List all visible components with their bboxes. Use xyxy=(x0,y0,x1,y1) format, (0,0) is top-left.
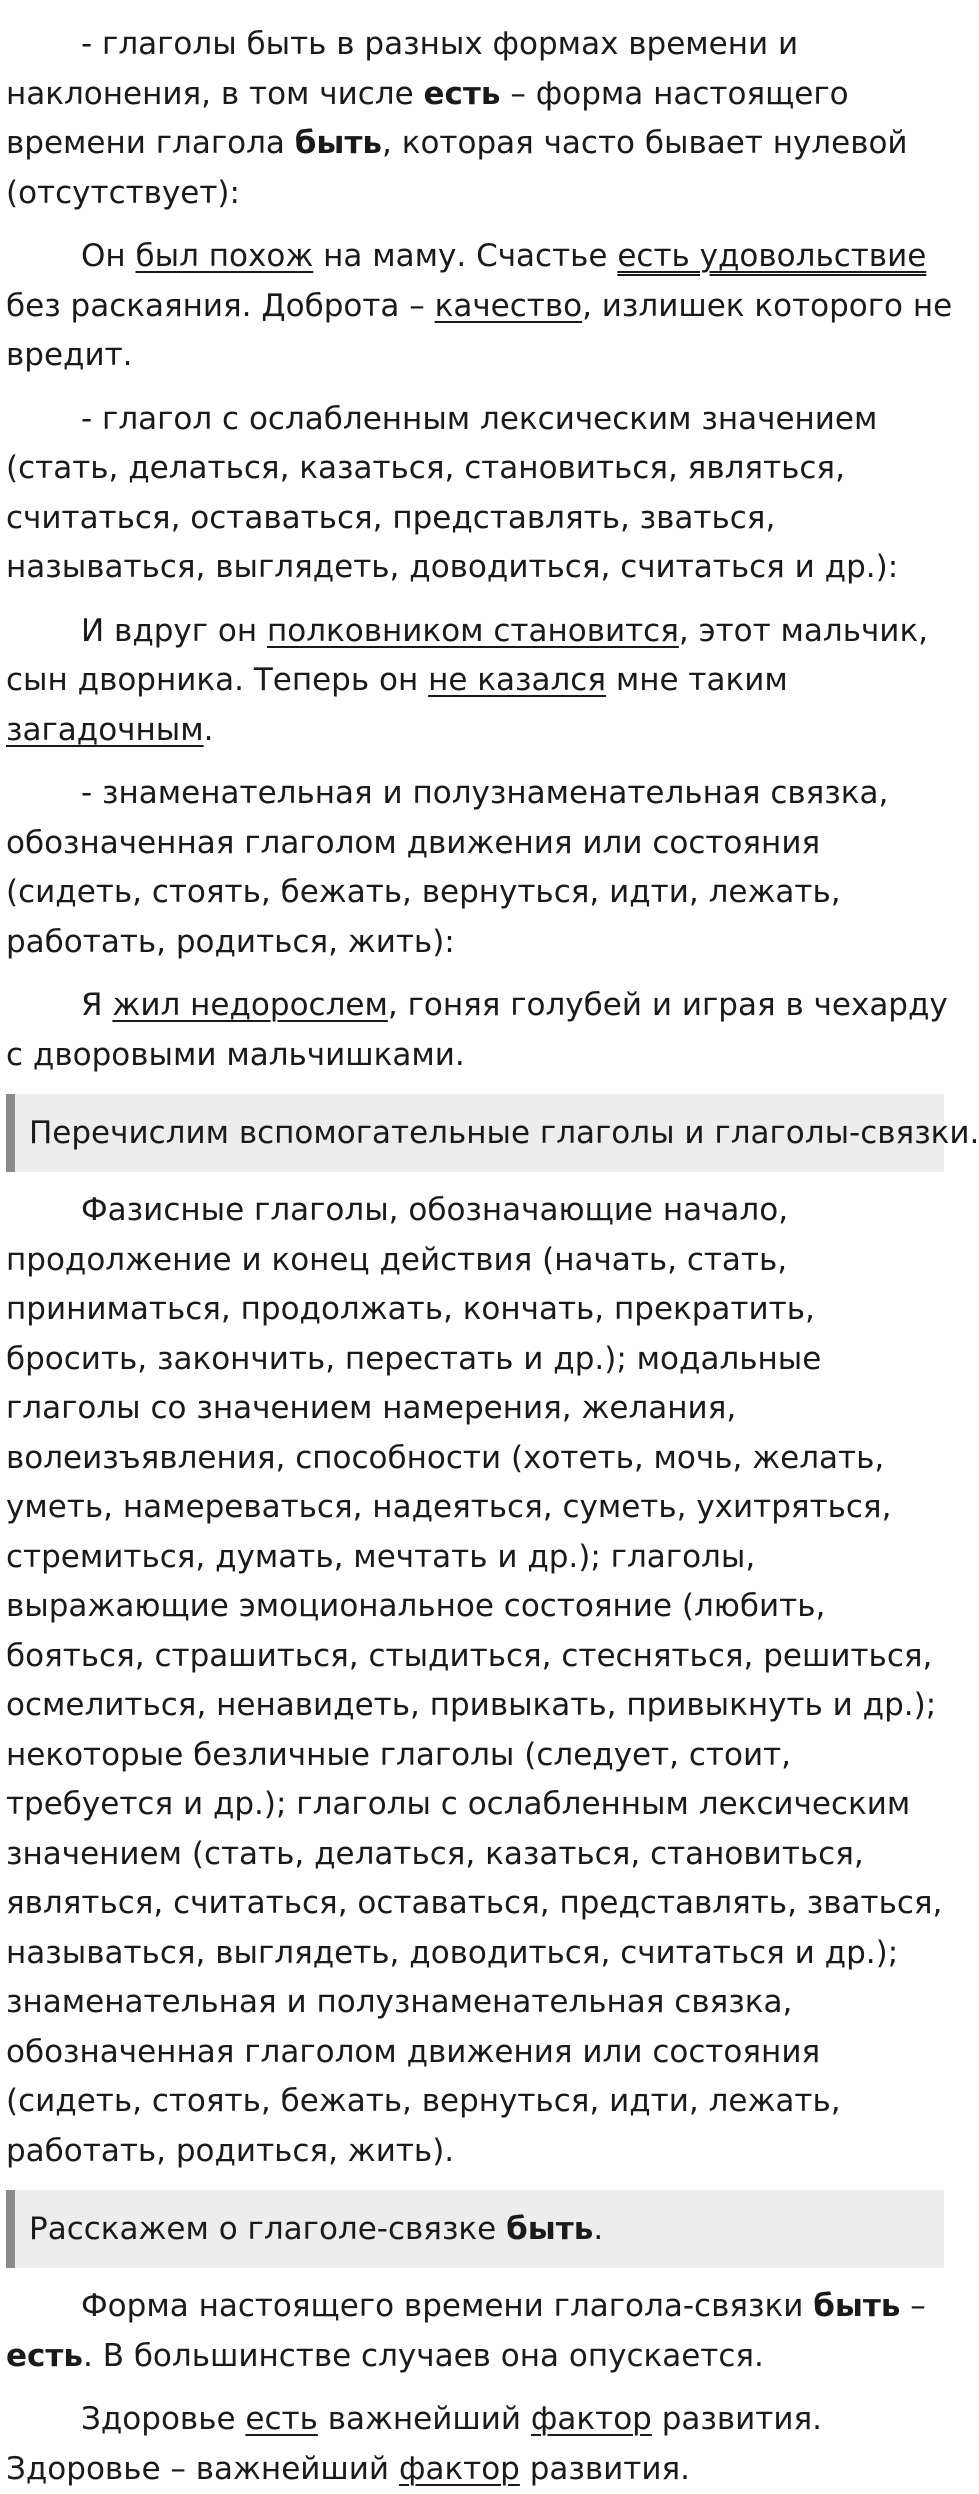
bold-term: есть xyxy=(423,75,501,112)
paragraph-weakened-verbs: - глагол с ослабленным лексическим значением (стать, делаться, казаться, становиться, являться, считаться, оставаться, представлять, зваться, называться, выглядеть, доводиться, считаться и др.): xyxy=(6,400,899,585)
example-2: И вдруг он полковником становится, этот мальчик, сын дворника. Теперь он не казался мне таким загадочным. xyxy=(6,612,929,748)
bold-term: быть xyxy=(294,125,383,161)
example-4: Здоровье есть важнейший фактор развития. Здоровье – важнейший фактор развития. xyxy=(6,2401,822,2487)
paragraph-notional-link: - знаменательная и полузнаменательная связка, обозначенная глаголом движения или состояния (сидеть, стоять, бежать, вернуться, идти, лежать, работать, родиться, жить): xyxy=(6,775,889,960)
bold-term: быть xyxy=(506,2211,594,2247)
example-1: Он был похож на маму. Счастье есть удовольствие без раскаяния. Доброта – качество, излишек которого не вредит. xyxy=(6,238,953,373)
underlined-predicate: был похож xyxy=(135,238,314,274)
underlined-predicate: качество xyxy=(434,287,583,324)
paragraph-verb-list: Фазисные глаголы, обозначающие начало, продолжение и конец действия (начать, стать, приниматься, продолжать, кончать, прекратить, бросить, закончить, перестать и др.); модальные глаголы со значением намерения, желания, волеизъявления, способности (хотеть, мочь, желать, уметь, намереваться, надеяться, суметь, ухитряться, стремиться, думать, мечтать и др.); глаголы, выражающие эмоциональное состояние (любить, бояться, страшиться, стыдиться, стесняться, решиться, осмелиться, ненавидеть, привыкать, привыкнуть и др.); некоторые безличные глаголы (следует, стоит, требуется и др.); глаголы с ослабленным лексическим значением (стать, делаться, казаться, становиться, являться, считаться, оставаться, представлять, зваться, называться, выглядеть, доводиться, считаться и др.); знаменательная и полузнаменательная связка, обозначенная глаголом движения или состояния (сидеть, стоять, бежать, вернуться, идти, лежать, работать, родиться, жить). xyxy=(6,1192,943,2169)
section-heading-auxiliary-verbs: Перечислим вспомогательные глаголы и глаголы-связки. xyxy=(6,1094,944,1172)
underlined-predicate: не казался xyxy=(428,662,606,698)
section-heading-link-byt: Расскажем о глаголе-связке быть. xyxy=(6,2190,944,2268)
paragraph-forms-of-byt: - глаголы быть в разных формах времени и наклонения, в том числе есть – форма настоящего времени глагола быть, которая часто бывает нулевой (отсутствует): xyxy=(6,26,908,211)
bold-term: есть xyxy=(6,2337,83,2374)
underlined-predicate: полковником становится xyxy=(267,612,679,649)
underlined-predicate: фактор xyxy=(530,2401,652,2437)
underlined-predicate: жил недорослем xyxy=(112,987,388,1023)
bold-term: быть xyxy=(813,2288,901,2324)
underlined-predicate: есть удовольствие xyxy=(617,238,927,274)
example-3: Я жил недорослем, гоняя голубей и играя в чехарду с дворовыми мальчишками. xyxy=(6,987,948,1073)
underlined-predicate: загадочным xyxy=(6,711,204,748)
underlined-predicate: есть xyxy=(245,2401,318,2437)
underlined-predicate: фактор xyxy=(398,2450,520,2487)
paragraph-present-form: Форма настоящего времени глагола-связки быть – есть. В большинстве случаев она опускается. xyxy=(6,2288,926,2374)
